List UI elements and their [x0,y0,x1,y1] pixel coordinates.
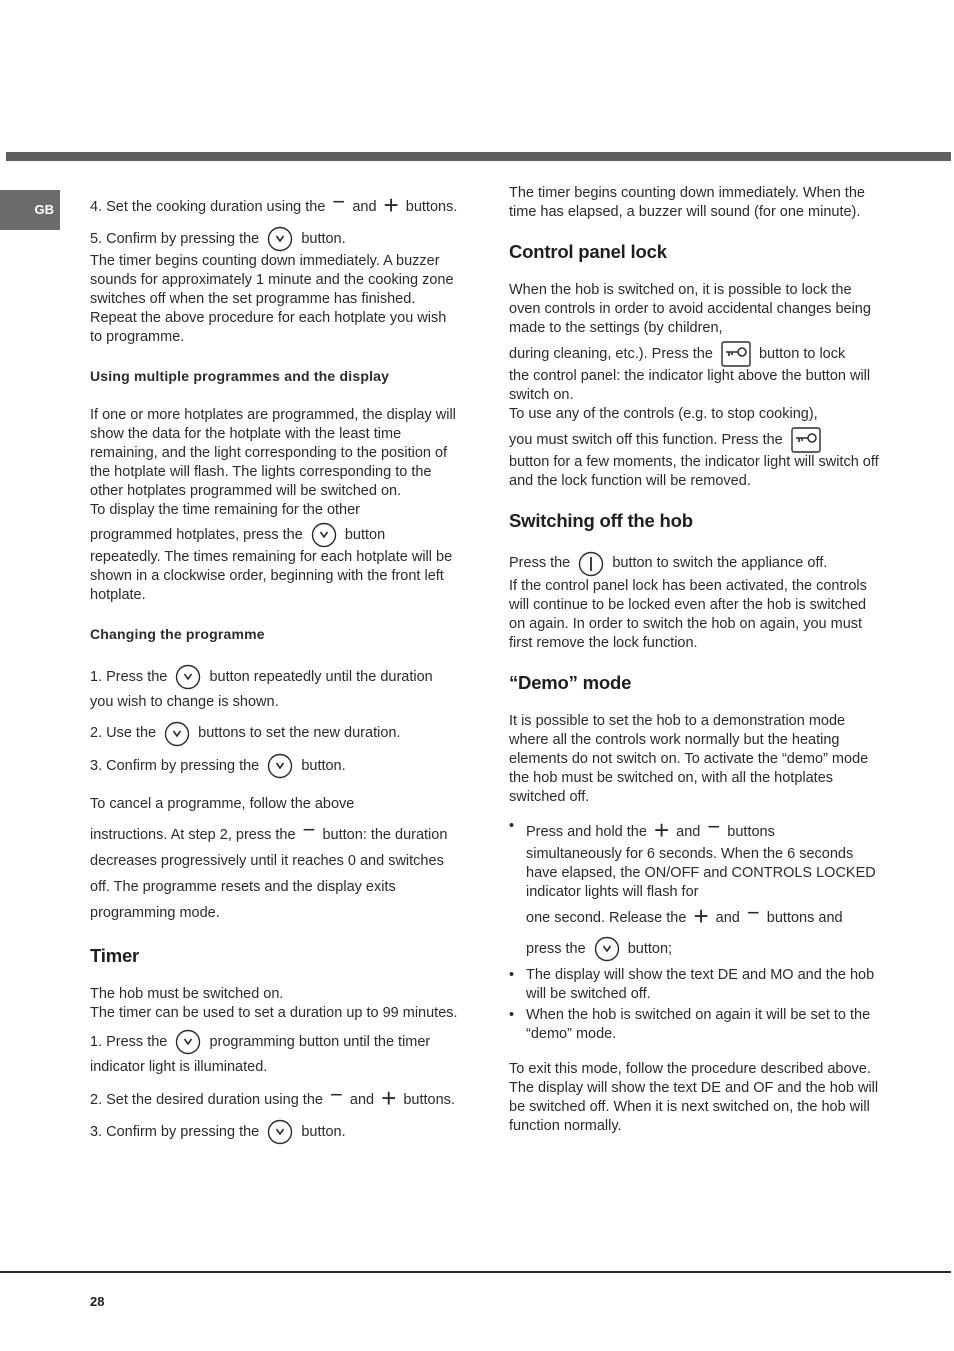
timer-continuation: The timer begins counting down immediately. When the time has elapsed, a buzzer will sound (for one minute). [509,185,865,220]
minus-icon: − [302,816,316,842]
timer-info: The timer begins counting down immediately. A buzzer sounds for approximately 1 minute and the cooking zone switches off when the set programme has finished. [90,253,454,308]
plus-icon: + [653,814,670,845]
top-rule [6,152,951,161]
select-icon [267,226,293,252]
minus-icon: − [707,813,721,839]
cancel-paragraph-2: instructions. At step 2, press the − button: the duration decreases progressively until it reaches 0 and switches off. The programme resets and the display exits programming mode. [90,816,448,921]
select-icon [175,1029,201,1055]
demo-paragraph: It is possible to set the hob to a demonstration mode where all the controls work normally but the heating elements do not switch on. To activate the “demo” mode the hob must be switched on, with all the hotplates switched off. [509,712,869,805]
plus-icon: + [381,1082,397,1113]
left-column [90,189,460,1145]
multi-paragraph: If one or more hotplates are programmed, the display will show the data for the hotplate with the least time remaining, and the light corresponding to the position of the hotplate will flash. The lights corresponding to the other hotplates programmed will be switched on. [90,407,456,500]
lock-paragraph-5: you must switch off this function. Press the [509,427,882,453]
cancel-paragraph: To cancel a programme, follow the above [90,795,355,812]
demo-list [509,813,882,1044]
multi-paragraph-4: repeatedly. The times remaining for each hotplate will be shown in a clockwise order, beginning with the front left hotplate. [90,549,453,604]
right-column [509,184,882,1136]
page-number: 28 [90,1294,105,1309]
select-icon [164,721,190,747]
change-step-3: 3. Confirm by pressing the button. [90,753,460,779]
power-icon [578,551,604,577]
multi-paragraph-2: To display the time remaining for the other [90,502,360,519]
multi-paragraph-3: programmed hotplates, press the button [90,522,460,548]
select-icon [175,664,201,690]
change-step-1: 1. Press the button repeatedly until the duration you wish to change is shown. [90,664,460,714]
select-icon [311,522,337,548]
exit-paragraph: To exit this mode, follow the procedure described above. The display will show the text DE and OF and the hob will be switched off. When it is next switched on, the hob will function normally. [509,1060,879,1134]
select-icon [594,936,620,962]
timer-step-3: 3. Confirm by pressing the button. [90,1119,460,1145]
minus-icon: − [330,1081,343,1107]
list-item: • When the hob is switched on again it will be set to the “demo” mode. [526,1006,882,1044]
plus-icon: + [383,190,399,220]
heading-demo-mode: “Demo” mode [509,671,632,693]
list-item: • The display will show the text DE and MO and the hob will be switched off. [526,966,882,1004]
select-icon [267,1119,293,1145]
timer-step-2: 2. Set the desired duration using the − and + buttons. [90,1081,455,1113]
bottom-rule [0,1271,951,1273]
minus-icon: − [332,189,346,214]
off-paragraph-2: If the control panel lock has been activated, the controls will continue to be locked even after the hob is switched on again. In order to switch the hob on again, you must first remove the lock function. [509,577,867,651]
language-tab: GB [0,190,60,230]
heading-timer: Timer [90,944,140,966]
minus-icon: − [746,899,760,925]
timer-paragraph-2: The timer can be used to set a duration up to 99 minutes. [90,1004,458,1021]
key-lock-icon [791,427,821,453]
heading-switching-off: Switching off the hob [509,510,693,532]
lock-paragraph-6: button for a few moments, the indicator light will switch off and the lock function will be removed. [509,454,879,490]
select-icon [267,753,293,779]
timer-paragraph-1: The hob must be switched on. [90,985,284,1002]
step-4: 4. Set the cooking duration using the − and + buttons. [90,189,458,220]
step-5: 5. Confirm by pressing the button. [90,226,460,252]
lock-paragraph-3: the control panel: the indicator light above the button will switch on. [509,368,871,404]
lock-paragraph-1: When the hob is switched on, it is possible to lock the oven controls in order to avoid accidental changes being made to the settings (by children, [509,282,871,336]
timer-step-1: 1. Press the programming button until the timer indicator light is illuminated. [90,1029,460,1079]
off-paragraph-1: Press the button to switch the appliance off. [509,550,882,576]
plus-icon: + [693,900,709,931]
repeat-info: Repeat the above procedure for each hotplate you wish to programme. [90,310,447,346]
lock-paragraph-4: To use any of the controls (e.g. to stop cooking), [509,406,818,423]
subheading-changing-programme: Changing the programme [90,626,265,643]
change-step-2: 2. Use the buttons to set the new duration. [90,720,460,746]
list-item: • Press and hold the + and − buttons simultaneously for 6 seconds. When the 6 seconds have elapsed, the ON/OFF and CONTROLS LOCKED indicator lights will flash for one second. Release the + and − buttons and press the button; [526,817,882,964]
key-lock-icon [721,341,751,367]
heading-control-panel-lock: Control panel lock [509,241,667,262]
subheading-multiple-programmes: Using multiple programmes and the display [90,368,390,385]
lock-paragraph-2: during cleaning, etc.). Press the button to lock [509,341,882,367]
